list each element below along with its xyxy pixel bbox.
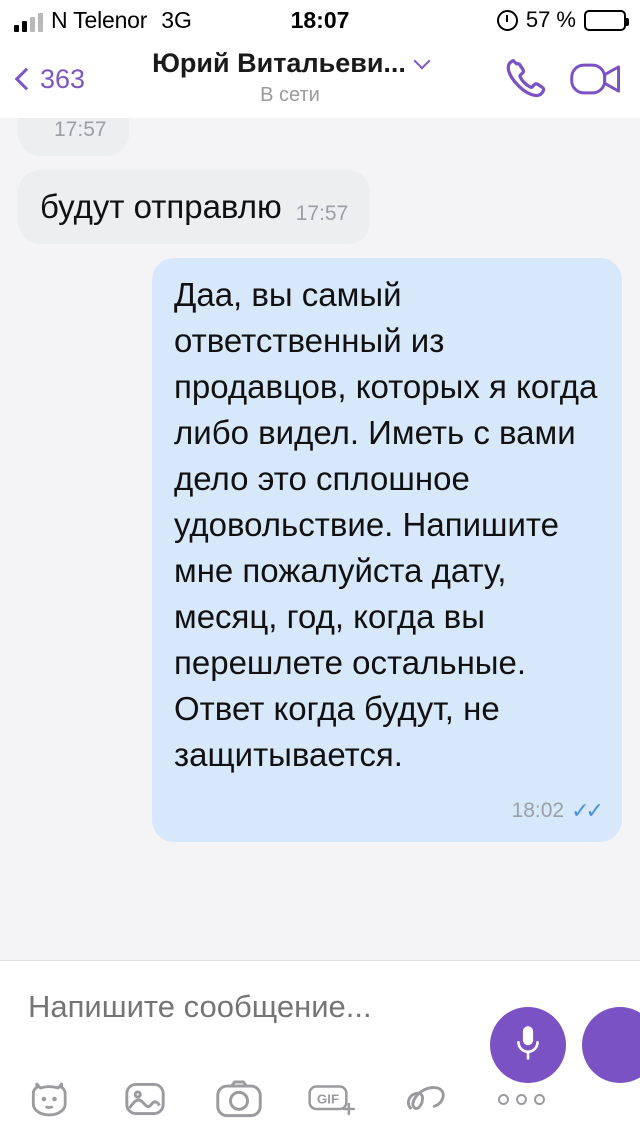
alarm-clock-icon [497, 10, 518, 31]
chevron-down-icon[interactable] [413, 52, 430, 69]
status-bar-clock: 18:07 [290, 6, 350, 33]
send-button[interactable] [582, 1007, 640, 1083]
message-text: будут отправлю [40, 188, 282, 225]
network-type-label: 3G [161, 6, 192, 33]
message-text: Даа, вы самый ответственный из продавцов, которых я когда либо видел. Иметь с вами дело это сплошное удовольствие. Напишите мне пожалуйста дату, месяц, год, когда вы перешлете остальные. Ответ когда будут, не защитывается. [174, 276, 598, 773]
message-bubble-partial[interactable] [18, 118, 129, 156]
carrier-label: N Telenor [51, 6, 148, 33]
svg-text:GIF: GIF [316, 1091, 340, 1107]
message-composer [0, 960, 640, 1136]
message-row [18, 118, 622, 156]
image-icon[interactable] [120, 1076, 170, 1122]
sticker-icon[interactable] [26, 1076, 76, 1122]
page-title: Юрий Витальеви... [152, 48, 406, 78]
double-check-icon: ✓✓ [571, 798, 600, 823]
status-bar [0, 0, 640, 40]
battery-icon [584, 10, 626, 31]
message-bubble-incoming[interactable] [18, 170, 370, 244]
conversation-header[interactable] [110, 48, 470, 107]
battery-percent-label: 57 % [525, 7, 576, 32]
message-list[interactable] [0, 118, 640, 960]
message-time: 18:02 [511, 799, 565, 822]
message-time: 17:57 [295, 202, 349, 225]
back-button-label: 363 [40, 63, 86, 94]
navigation-actions [502, 56, 622, 102]
message-meta [512, 798, 600, 828]
doodle-icon[interactable] [402, 1076, 452, 1122]
message-time: 17:57 [54, 118, 107, 141]
message-row [18, 170, 622, 244]
message-input[interactable] [28, 961, 448, 1025]
chevron-left-icon [15, 68, 38, 91]
microphone-button[interactable] [490, 1007, 566, 1083]
back-button[interactable] [18, 64, 108, 95]
message-row [18, 258, 622, 842]
navigation-bar [0, 40, 640, 118]
message-bubble-outgoing[interactable] [152, 258, 622, 842]
composer-tools [26, 1076, 546, 1122]
camera-icon[interactable] [214, 1076, 264, 1122]
more-icon[interactable] [496, 1076, 546, 1122]
phone-icon[interactable] [502, 56, 548, 102]
video-camera-icon[interactable] [570, 56, 622, 102]
conversation-title-row[interactable] [152, 48, 428, 79]
microphone-icon [513, 1024, 543, 1067]
gif-icon[interactable] [308, 1076, 358, 1122]
presence-status: В сети [260, 84, 320, 106]
